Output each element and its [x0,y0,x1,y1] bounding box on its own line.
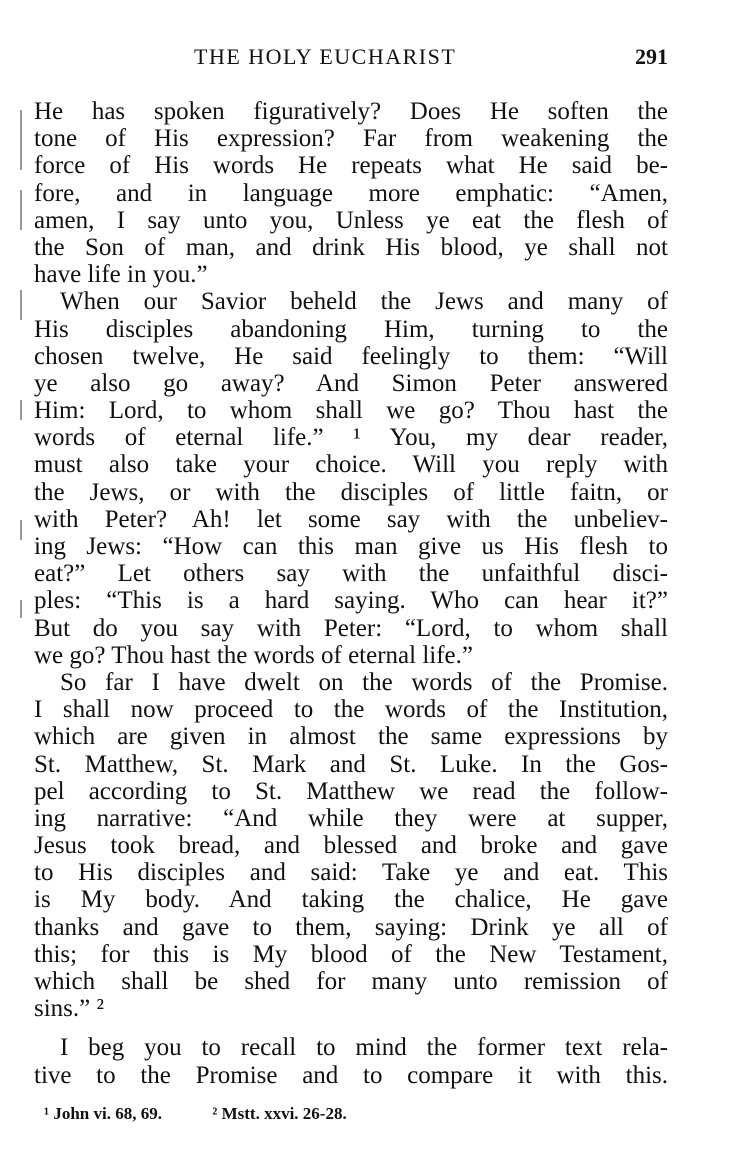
page-number: 291 [635,44,668,69]
text-line: force of His words He repeats what He said be- [34,152,668,180]
text-line: which shall be shed for many unto remission of [34,968,668,995]
margin-mark [20,190,22,230]
footnotes [44,1104,644,1124]
text-line: thanks and gave to them, saying: Drink ye all of [34,913,668,941]
page-header [34,44,668,76]
text-line: I shall now proceed to the words of the Institution, [34,696,668,724]
text-line: Jesus took bread, and blessed and broke and gave [34,832,668,860]
text-line: this; for this is My blood of the New Testament, [34,940,668,968]
text-line: the Son of man, and drink His blood, ye shall not [34,233,668,261]
text-line: to His disciples and said: Take ye and eat. This [34,859,668,887]
text-line: His disciples abandoning Him, turning to the [34,315,668,343]
text-line: chosen twelve, He said feelingly to them: “Will [34,342,668,370]
text-line: tone of His expression? Far from weakening the [34,125,668,153]
text-line: I beg you to recall to mind the former text rela- [60,1034,668,1062]
text-line: amen, I say unto you, Unless ye eat the flesh of [34,206,668,234]
text-line: He has spoken figuratively? Does He soften the [34,98,668,125]
text-line: pel according to St. Matthew we read the follow- [34,777,668,805]
text-line: the Jews, or with the disciples of little faitn, or [34,478,668,506]
margin-mark [20,110,22,170]
text-line: ing narrative: “And while they were at supper, [34,804,668,832]
footnote: ² Mstt. xxvi. 26-28. [212,1104,347,1123]
text-line: ing Jews: “How can this man give us His flesh to [34,533,668,560]
text-line: must also take your choice. Will you reply with [34,451,668,479]
text-line: When our Savior beheld the Jews and many of [60,288,668,316]
text-line: words of eternal life.” ¹ You, my dear reader, [34,424,668,452]
margin-mark [20,400,22,420]
text-line: we go? Thou hast the words of eternal life.” [34,641,473,669]
text-line: But do you say with Peter: “Lord, to whom shall [34,614,668,642]
text-line: tive to the Promise and to compare it with this. [34,1061,668,1089]
scan-margin-marks [0,0,30,1171]
text-line: fore, and in language more emphatic: “Amen, [34,179,668,207]
text-line: ples: “This is a hard saying. Who can hear it?” [34,587,668,615]
text-line: with Peter? Ah! let some say with the unbeliev- [34,505,668,533]
text-line: have life in you.” [34,261,208,289]
margin-mark [20,290,22,320]
text-line: St. Matthew, St. Mark and St. Luke. In the Gos- [34,750,668,778]
body-text [34,98,668,1089]
footnote: ¹ John vi. 68, 69. [44,1104,162,1123]
text-line: is My body. And taking the chalice, He gave [34,886,668,914]
text-line: eat?” Let others say with the unfaithful disci- [34,560,668,588]
text-line: which are given in almost the same expressions by [34,723,668,751]
text-line: ye also go away? And Simon Peter answered [34,369,668,397]
text-line: So far I have dwelt on the words of the Promise. [60,668,668,696]
margin-mark [20,600,22,618]
text-line: sins.” ² [34,995,104,1023]
text-line: Him: Lord, to whom shall we go? Thou hast the [34,397,668,425]
running-head: THE HOLY EUCHARIST [194,44,457,69]
margin-mark [20,520,22,540]
